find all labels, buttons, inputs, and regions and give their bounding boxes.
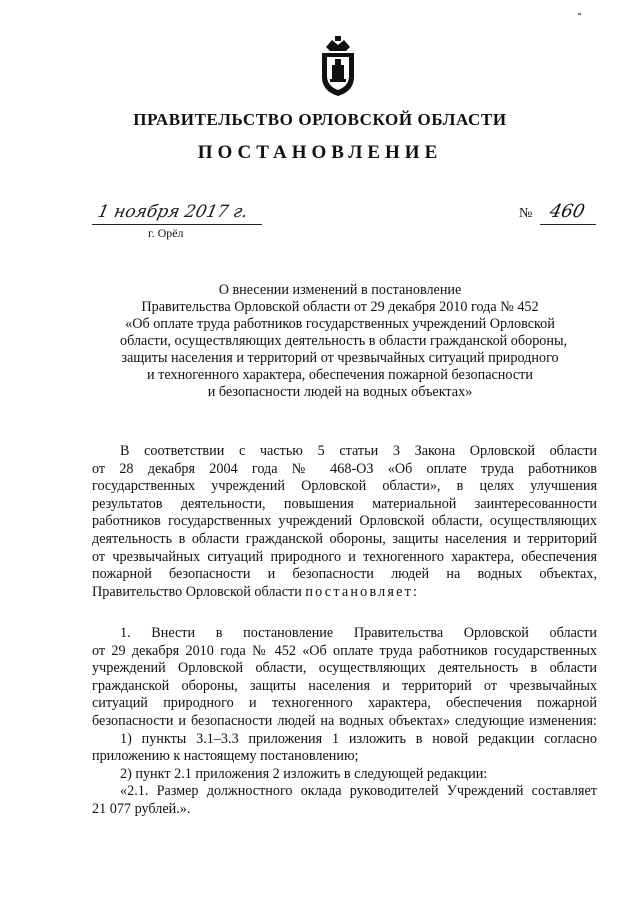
body-line: 1. Внести в постановление Правительства Орловской области xyxy=(120,625,597,641)
government-subject: Правительство Орловской области xyxy=(92,583,306,600)
body-line: от чрезвычайных ситуаций природного и техногенного характера, обеспечения xyxy=(92,548,597,565)
document-type-heading: ПОСТАНОВЛЕНИЕ xyxy=(197,142,443,163)
document-subject xyxy=(120,282,568,401)
subject-line: «Об оплате труда работников государственных учреждений Орловской xyxy=(125,316,555,332)
subject-line: и техногенного характера, обеспечения пожарной безопасности xyxy=(147,367,533,383)
handwritten-number: 460 xyxy=(547,201,587,222)
body-line: учреждений Орловской области, осуществляющих деятельность в области xyxy=(92,660,597,677)
body-line: «2.1. Размер должностного оклада руководителей Учреждений составляет xyxy=(120,783,597,800)
resolves-word: постановляет: xyxy=(305,583,420,600)
coat-of-arms-icon xyxy=(316,35,360,97)
body-line: ситуаций природного и техногенного характера, обеспечения пожарной xyxy=(92,695,597,712)
body-line: 2) пункт 2.1 приложения 2 изложить в следующей редакции: xyxy=(120,765,488,782)
body-line: деятельность в области гражданской обороны, защиты населения и территорий xyxy=(92,530,597,547)
body-line: гражданской обороны, защиты населения и территорий от чрезвычайных xyxy=(92,677,597,694)
body-line: от 28 декабря 2004 года № 468-ОЗ «Об оплате труда работников xyxy=(92,460,597,477)
number-label: № xyxy=(519,206,533,221)
date-underline xyxy=(92,224,262,225)
body-line: работников государственных учреждений Орловской области, осуществляющих xyxy=(92,513,597,530)
body-line: приложению к настоящему постановлению; xyxy=(92,748,359,765)
subject-line: Правительства Орловской области от 29 декабря 2010 года № 452 xyxy=(141,299,539,315)
organization-title: ПРАВИТЕЛЬСТВО ОРЛОВСКОЙ ОБЛАСТИ xyxy=(133,110,507,129)
number-underline xyxy=(540,224,596,225)
item-1-paragraph xyxy=(92,625,597,819)
body-line: В соответствии с частью 5 статьи 3 Закона Орловской области xyxy=(120,443,597,459)
handwritten-date: 1 ноября 2017 г. xyxy=(95,202,250,222)
subject-line: защиты населения и территорий от чрезвычайных ситуаций природного xyxy=(121,350,559,366)
body-line: 21 077 рублей.». xyxy=(92,800,191,817)
scan-speck xyxy=(578,13,581,15)
body-line: пожарной безопасности и безопасности людей на водных объектах, xyxy=(92,566,597,583)
body-line: безопасности и безопасности людей на водных объектах» следующие изменения: xyxy=(92,712,597,729)
body-line xyxy=(92,584,597,602)
body-line: государственных учреждений Орловской области», в целях улучшения xyxy=(92,478,597,495)
subject-line: и безопасности людей на водных объектах» xyxy=(207,384,473,400)
body-line: 1) пункты 3.1–3.3 приложения 1 изложить в новой редакции согласно xyxy=(120,730,597,747)
body-line: результатов деятельности, повышения материальной заинтересованности xyxy=(92,495,597,512)
subject-line: О внесении изменений в постановление xyxy=(218,282,462,298)
city-label: г. Орёл xyxy=(148,226,184,240)
body-line: от 29 декабря 2010 года № 452 «Об оплате труда работников государственных xyxy=(92,642,597,659)
subject-line: области, осуществляющих деятельность в области гражданской обороны, xyxy=(120,333,568,349)
preamble-paragraph xyxy=(92,443,597,601)
